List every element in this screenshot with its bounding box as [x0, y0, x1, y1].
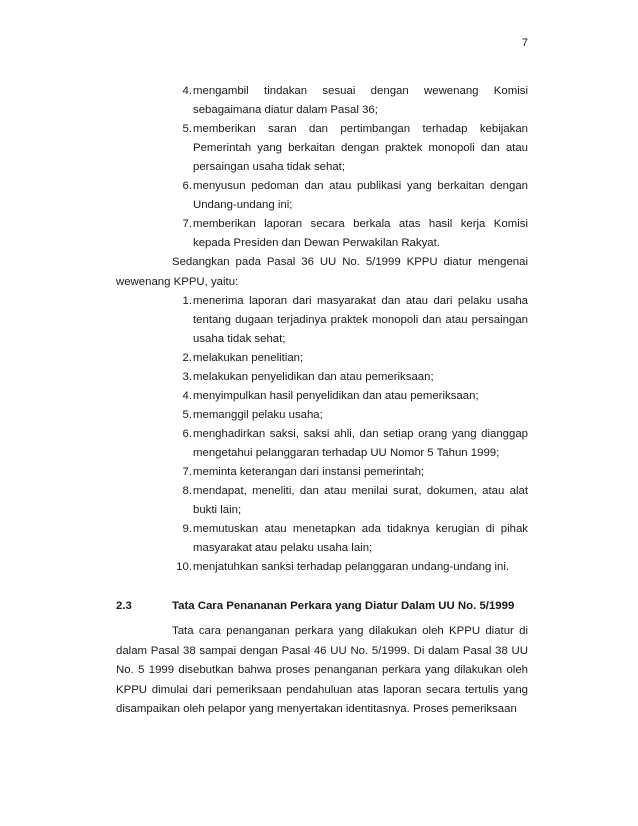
list-item-number: 9. — [182, 523, 192, 535]
list-item-number: 1. — [182, 295, 192, 307]
list-item-text: menerima laporan dari masyarakat dan atau dari pelaku usaha tentang dugaan terjadinya praktek monopoli dan atau persaingan usaha tidak sehat; — [193, 295, 528, 345]
list-item-text: meminta keterangan dari instansi pemerintah; — [193, 466, 425, 478]
page-content — [116, 82, 528, 720]
list-item — [116, 82, 528, 120]
list-item-number: 7. — [182, 218, 192, 230]
list-item-number: 7. — [182, 466, 192, 478]
list-item-text: menyimpulkan hasil penyelidikan dan atau pemeriksaan; — [193, 390, 479, 402]
list-item-text: memutuskan atau menetapkan ada tidaknya kerugian di pihak masyarakat atau pelaku usaha lain; — [193, 523, 528, 554]
list-item-number: 10. — [176, 561, 192, 573]
list-item-number: 6. — [182, 180, 192, 192]
section-heading — [116, 597, 528, 616]
list-item-number: 2. — [182, 352, 192, 364]
list-item — [116, 368, 528, 387]
list-kppu-authority — [116, 292, 528, 577]
body-paragraph: Tata cara penanganan perkara yang dilakukan oleh KPPU diatur di dalam Pasal 38 sampai dengan Pasal 46 UU No. 5/1999. Di dalam Pasal 38 UU No. 5 1999 disebutkan bahwa proses penanganan perkara yang dilakukan oleh KPPU dimulai dari pemeriksaan pendahuluan atas laporan secara tertulis yang disampaikan oleh pelapor yang menyertakan identitasnya. Proses pemeriksaan — [116, 625, 528, 715]
list-item — [116, 482, 528, 520]
list-item-number: 4. — [182, 85, 192, 97]
list-item-text: mendapat, meneliti, dan atau menilai surat, dokumen, atau alat bukti lain; — [193, 485, 528, 516]
list-item — [116, 425, 528, 463]
list-item-number: 3. — [182, 371, 192, 383]
list-item-number: 5. — [182, 123, 192, 135]
list-item-number: 4. — [182, 390, 192, 402]
list-item-number: 5. — [182, 409, 192, 421]
list-item — [116, 349, 528, 368]
intro-paragraph: Sedangkan pada Pasal 36 UU No. 5/1999 KPPU diatur mengenai wewenang KPPU, yaitu: — [116, 256, 528, 288]
list-item — [116, 463, 528, 482]
section-number: 2.3 — [116, 600, 132, 612]
list-item-text: memberikan laporan secara berkala atas hasil kerja Komisi kepada Presiden dan Dewan Perwakilan Rakyat. — [193, 218, 528, 249]
list-item — [116, 520, 528, 558]
list-item — [116, 406, 528, 425]
list-item — [116, 215, 528, 253]
list-item-text: memanggil pelaku usaha; — [193, 409, 323, 421]
list-item-text: mengambil tindakan sesuai dengan wewenang Komisi sebagaimana diatur dalam Pasal 36; — [193, 85, 528, 116]
list-item-text: menyusun pedoman dan atau publikasi yang berkaitan dengan Undang-undang ini; — [193, 180, 528, 211]
list-item-number: 8. — [182, 485, 192, 497]
list-item-text: menjatuhkan sanksi terhadap pelanggaran undang-undang ini. — [193, 561, 510, 573]
section-title: Tata Cara Penananan Perkara yang Diatur Dalam UU No. 5/1999 — [172, 600, 515, 612]
list-item — [116, 177, 528, 215]
list-item — [116, 558, 528, 577]
list-item-text: melakukan penyelidikan dan atau pemeriksaan; — [193, 371, 434, 383]
list-item-text: menghadirkan saksi, saksi ahli, dan setiap orang yang dianggap mengetahui pelanggaran terhadap UU Nomor 5 Tahun 1999; — [193, 428, 528, 459]
list-commission-duties — [116, 82, 528, 253]
list-item — [116, 387, 528, 406]
list-item — [116, 120, 528, 177]
list-item-text: memberikan saran dan pertimbangan terhadap kebijakan Pemerintah yang berkaitan dengan praktek monopoli dan atau persaingan usaha tidak sehat; — [193, 123, 528, 173]
list-item-number: 6. — [182, 428, 192, 440]
list-item — [116, 292, 528, 349]
page-number: 7 — [521, 37, 528, 49]
list-item-text: melakukan penelitian; — [193, 352, 304, 364]
